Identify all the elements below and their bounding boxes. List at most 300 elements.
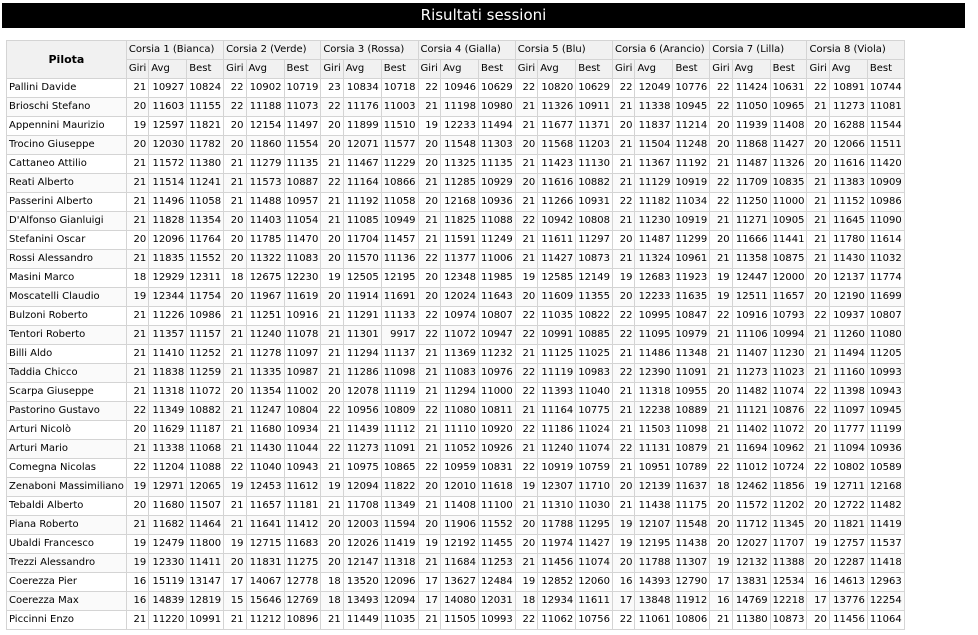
- value-cell: 16288: [829, 117, 867, 136]
- value-cell: 11291: [343, 307, 381, 326]
- value-cell: 22: [515, 364, 537, 383]
- value-cell: 10936: [867, 440, 904, 459]
- value-cell: 21: [126, 611, 148, 630]
- value-cell: 11609: [538, 288, 576, 307]
- value-cell: 12147: [343, 554, 381, 573]
- value-cell: 21: [613, 402, 635, 421]
- value-cell: 11514: [149, 174, 187, 193]
- value-cell: 21: [613, 345, 635, 364]
- value-cell: 21: [807, 364, 829, 383]
- value-cell: 11098: [673, 421, 710, 440]
- value-cell: 11821: [187, 117, 224, 136]
- value-cell: 11838: [149, 364, 187, 383]
- value-cell: 11095: [635, 326, 673, 345]
- value-cell: 21: [418, 554, 440, 573]
- value-cell: 12929: [149, 269, 187, 288]
- value-cell: 15646: [246, 592, 284, 611]
- value-cell: 19: [807, 535, 829, 554]
- lane-8-giri-header: Giri: [807, 60, 829, 79]
- value-cell: 11157: [187, 326, 224, 345]
- value-cell: 20: [807, 288, 829, 307]
- value-cell: 11645: [829, 212, 867, 231]
- value-cell: 11349: [381, 497, 418, 516]
- pilot-name-cell: D'Alfonso Gianluigi: [7, 212, 127, 231]
- value-cell: 21: [224, 326, 246, 345]
- value-cell: 21: [613, 250, 635, 269]
- value-cell: 11914: [343, 288, 381, 307]
- value-cell: 12790: [673, 573, 710, 592]
- value-cell: 22: [515, 307, 537, 326]
- value-cell: 20: [807, 117, 829, 136]
- value-cell: 21: [515, 440, 537, 459]
- value-cell: 11369: [440, 345, 478, 364]
- value-cell: 12934: [538, 592, 576, 611]
- value-cell: 11137: [381, 345, 418, 364]
- value-cell: 11247: [246, 402, 284, 421]
- value-cell: 19: [515, 478, 537, 497]
- value-cell: 18: [515, 592, 537, 611]
- value-cell: 11511: [867, 136, 904, 155]
- value-cell: 12139: [635, 478, 673, 497]
- value-cell: 21: [126, 516, 148, 535]
- pilot-name-cell: Trezzi Alessandro: [7, 554, 127, 573]
- value-cell: 20: [321, 117, 343, 136]
- value-cell: 11684: [440, 554, 478, 573]
- value-cell: 22: [515, 326, 537, 345]
- value-cell: 22: [807, 383, 829, 402]
- value-cell: 12348: [440, 269, 478, 288]
- value-cell: 10947: [478, 326, 515, 345]
- value-cell: 11187: [187, 421, 224, 440]
- value-cell: 22: [515, 212, 537, 231]
- value-cell: 13627: [440, 573, 478, 592]
- value-cell: 10905: [770, 212, 807, 231]
- value-cell: 12462: [732, 478, 770, 497]
- value-cell: 11393: [538, 383, 576, 402]
- value-cell: 11000: [478, 383, 515, 402]
- value-cell: 22: [807, 79, 829, 98]
- value-cell: 11438: [635, 497, 673, 516]
- value-cell: 11355: [576, 288, 613, 307]
- value-cell: 21: [224, 402, 246, 421]
- value-cell: 12049: [635, 79, 673, 98]
- value-cell: 11301: [343, 326, 381, 345]
- value-cell: 11619: [284, 288, 321, 307]
- value-cell: 20: [321, 250, 343, 269]
- value-cell: 10744: [867, 79, 904, 98]
- value-cell: 22: [224, 459, 246, 478]
- value-cell: 21: [418, 497, 440, 516]
- value-cell: 11785: [246, 231, 284, 250]
- value-cell: 10927: [149, 79, 187, 98]
- value-cell: 22: [613, 193, 635, 212]
- value-cell: 20: [321, 136, 343, 155]
- value-cell: 11505: [440, 611, 478, 630]
- value-cell: 11250: [732, 193, 770, 212]
- value-cell: 11251: [246, 307, 284, 326]
- value-cell: 10976: [478, 364, 515, 383]
- value-cell: 18: [224, 269, 246, 288]
- value-cell: 21: [807, 345, 829, 364]
- value-cell: 11345: [770, 516, 807, 535]
- value-cell: 11335: [246, 364, 284, 383]
- value-cell: 11129: [635, 174, 673, 193]
- value-cell: 20: [418, 478, 440, 497]
- value-cell: 11248: [673, 136, 710, 155]
- value-cell: 11299: [673, 231, 710, 250]
- value-cell: 12230: [284, 269, 321, 288]
- value-cell: 11456: [829, 611, 867, 630]
- value-cell: 11338: [635, 98, 673, 117]
- value-cell: 17: [613, 592, 635, 611]
- value-cell: 22: [807, 402, 829, 421]
- value-cell: 11091: [381, 440, 418, 459]
- value-cell: 11249: [478, 231, 515, 250]
- value-cell: 11710: [576, 478, 613, 497]
- value-cell: 11856: [770, 478, 807, 497]
- value-cell: 11380: [732, 611, 770, 630]
- value-cell: 10936: [478, 193, 515, 212]
- pilot-name-cell: Comegna Nicolas: [7, 459, 127, 478]
- pilot-name-cell: Tentori Roberto: [7, 326, 127, 345]
- value-cell: 21: [321, 611, 343, 630]
- value-cell: 11318: [635, 383, 673, 402]
- value-cell: 20: [710, 497, 732, 516]
- value-cell: 11040: [576, 383, 613, 402]
- value-cell: 11058: [187, 193, 224, 212]
- value-cell: 11232: [478, 345, 515, 364]
- value-cell: 11371: [576, 117, 613, 136]
- value-cell: 10896: [284, 611, 321, 630]
- value-cell: 12505: [343, 269, 381, 288]
- value-cell: 10875: [770, 250, 807, 269]
- value-cell: 11253: [478, 554, 515, 573]
- value-cell: 11503: [635, 421, 673, 440]
- value-cell: 11202: [770, 497, 807, 516]
- value-cell: 11408: [440, 497, 478, 516]
- value-cell: 12066: [829, 136, 867, 155]
- value-cell: 10957: [284, 193, 321, 212]
- value-cell: 11054: [284, 212, 321, 231]
- value-cell: 19: [613, 516, 635, 535]
- value-cell: 11012: [732, 459, 770, 478]
- value-cell: 21: [224, 155, 246, 174]
- value-cell: 11294: [343, 345, 381, 364]
- value-cell: 11072: [187, 383, 224, 402]
- value-cell: 12307: [538, 478, 576, 497]
- value-cell: 10986: [867, 193, 904, 212]
- value-cell: 11094: [829, 440, 867, 459]
- value-cell: 12132: [732, 554, 770, 573]
- value-cell: 10889: [673, 402, 710, 421]
- value-cell: 13493: [343, 592, 381, 611]
- value-cell: 11860: [246, 136, 284, 155]
- value-cell: 11081: [867, 98, 904, 117]
- value-cell: 12233: [440, 117, 478, 136]
- value-cell: 10919: [673, 212, 710, 231]
- value-cell: 11657: [770, 288, 807, 307]
- value-cell: 11488: [246, 193, 284, 212]
- value-cell: 21: [418, 231, 440, 250]
- table-row: [7, 307, 905, 326]
- value-cell: 11275: [284, 554, 321, 573]
- value-cell: 21: [224, 516, 246, 535]
- value-cell: 11073: [284, 98, 321, 117]
- value-cell: 21: [224, 307, 246, 326]
- value-cell: 10980: [478, 98, 515, 117]
- value-cell: 19: [126, 478, 148, 497]
- pilot-name-cell: Zenaboni Massimiliano: [7, 478, 127, 497]
- value-cell: 11035: [381, 611, 418, 630]
- value-cell: 11002: [284, 383, 321, 402]
- value-cell: 11439: [343, 421, 381, 440]
- value-cell: 11025: [576, 345, 613, 364]
- value-cell: 11552: [478, 516, 515, 535]
- value-cell: 11160: [829, 364, 867, 383]
- value-cell: 11616: [538, 174, 576, 193]
- value-cell: 10724: [770, 459, 807, 478]
- value-cell: 10945: [673, 98, 710, 117]
- lane-5-giri-header: Giri: [515, 60, 537, 79]
- value-cell: 22: [515, 421, 537, 440]
- value-cell: 15: [224, 592, 246, 611]
- value-cell: 11083: [440, 364, 478, 383]
- value-cell: 12060: [576, 573, 613, 592]
- value-cell: 12030: [149, 136, 187, 155]
- lane-header-7: Corsia 7 (Lilla): [710, 41, 807, 60]
- value-cell: 12311: [187, 269, 224, 288]
- value-cell: 21: [710, 326, 732, 345]
- value-cell: 12683: [635, 269, 673, 288]
- value-cell: 13776: [829, 592, 867, 611]
- value-cell: 17: [710, 573, 732, 592]
- value-cell: 11380: [187, 155, 224, 174]
- value-cell: 22: [126, 402, 148, 421]
- value-cell: 11080: [440, 402, 478, 421]
- lane-header-5: Corsia 5 (Blu): [515, 41, 612, 60]
- value-cell: 11214: [673, 117, 710, 136]
- lane-7-avg-header: Avg: [732, 60, 770, 79]
- value-cell: 21: [418, 364, 440, 383]
- value-cell: 11097: [829, 402, 867, 421]
- value-cell: 11764: [187, 231, 224, 250]
- value-cell: 20: [224, 250, 246, 269]
- value-cell: 10789: [673, 459, 710, 478]
- value-cell: 11164: [343, 174, 381, 193]
- value-cell: 11024: [576, 421, 613, 440]
- lane-header-4: Corsia 4 (Gialla): [418, 41, 515, 60]
- value-cell: 11030: [576, 497, 613, 516]
- value-cell: 12330: [149, 554, 187, 573]
- value-cell: 11572: [732, 497, 770, 516]
- value-cell: 12218: [770, 592, 807, 611]
- value-cell: 14080: [440, 592, 478, 611]
- value-cell: 13831: [732, 573, 770, 592]
- value-cell: 12094: [343, 478, 381, 497]
- value-cell: 10820: [538, 79, 576, 98]
- value-cell: 20: [515, 535, 537, 554]
- value-cell: 11072: [770, 421, 807, 440]
- value-cell: 21: [126, 345, 148, 364]
- value-cell: 21: [710, 402, 732, 421]
- lane-4-best-header: Best: [478, 60, 515, 79]
- value-cell: 21: [418, 345, 440, 364]
- value-cell: 10807: [867, 307, 904, 326]
- value-cell: 12585: [538, 269, 576, 288]
- value-cell: 21: [418, 174, 440, 193]
- value-cell: 11112: [381, 421, 418, 440]
- value-cell: 19: [807, 478, 829, 497]
- value-cell: 12453: [246, 478, 284, 497]
- value-cell: 11091: [673, 364, 710, 383]
- value-cell: 12096: [381, 573, 418, 592]
- value-cell: 11544: [867, 117, 904, 136]
- value-cell: 11486: [635, 345, 673, 364]
- value-cell: 11427: [770, 136, 807, 155]
- value-cell: 21: [224, 421, 246, 440]
- value-cell: 11800: [187, 535, 224, 554]
- value-cell: 11939: [732, 117, 770, 136]
- value-cell: 11666: [732, 231, 770, 250]
- value-cell: 11294: [440, 383, 478, 402]
- value-cell: 10959: [440, 459, 478, 478]
- value-cell: 11618: [478, 478, 515, 497]
- value-cell: 21: [418, 421, 440, 440]
- table-row: [7, 478, 905, 497]
- value-cell: 11241: [187, 174, 224, 193]
- value-cell: 11135: [284, 155, 321, 174]
- value-cell: 20: [807, 269, 829, 288]
- value-cell: 11176: [343, 98, 381, 117]
- value-cell: 11967: [246, 288, 284, 307]
- value-cell: 10887: [284, 174, 321, 193]
- value-cell: 10885: [576, 326, 613, 345]
- value-cell: 11121: [732, 402, 770, 421]
- value-cell: 10759: [576, 459, 613, 478]
- value-cell: 21: [515, 98, 537, 117]
- value-cell: 11482: [732, 383, 770, 402]
- value-cell: 11419: [381, 535, 418, 554]
- value-cell: 21: [418, 440, 440, 459]
- lane-2-best-header: Best: [284, 60, 321, 79]
- value-cell: 11831: [246, 554, 284, 573]
- value-cell: 11427: [576, 535, 613, 554]
- value-cell: 21: [807, 326, 829, 345]
- table-row: [7, 497, 905, 516]
- pilot-name-cell: Masini Marco: [7, 269, 127, 288]
- value-cell: 11032: [867, 250, 904, 269]
- value-cell: 12071: [343, 136, 381, 155]
- value-cell: 10776: [673, 79, 710, 98]
- value-cell: 11629: [149, 421, 187, 440]
- value-cell: 11780: [829, 231, 867, 250]
- value-cell: 14393: [635, 573, 673, 592]
- value-cell: 20: [126, 497, 148, 516]
- value-cell: 21: [224, 174, 246, 193]
- pilot-name-cell: Ubaldi Francesco: [7, 535, 127, 554]
- value-cell: 10865: [381, 459, 418, 478]
- value-cell: 11061: [635, 611, 673, 630]
- value-cell: 10916: [732, 307, 770, 326]
- value-cell: 21: [224, 364, 246, 383]
- value-cell: 10991: [538, 326, 576, 345]
- value-cell: 11754: [187, 288, 224, 307]
- value-cell: 22: [321, 402, 343, 421]
- value-cell: 21: [321, 326, 343, 345]
- value-cell: 11100: [478, 497, 515, 516]
- value-cell: 11259: [187, 364, 224, 383]
- value-cell: 11548: [673, 516, 710, 535]
- table-row: [7, 250, 905, 269]
- value-cell: 11694: [732, 440, 770, 459]
- value-cell: 21: [710, 364, 732, 383]
- value-cell: 21: [418, 98, 440, 117]
- value-cell: 22: [613, 440, 635, 459]
- value-cell: 11226: [149, 307, 187, 326]
- value-cell: 21: [515, 193, 537, 212]
- value-cell: 11441: [770, 231, 807, 250]
- value-cell: 11072: [440, 326, 478, 345]
- lane-3-best-header: Best: [381, 60, 418, 79]
- value-cell: 20: [126, 136, 148, 155]
- value-cell: 20: [224, 554, 246, 573]
- value-cell: 15119: [149, 573, 187, 592]
- value-cell: 11058: [381, 193, 418, 212]
- value-cell: 20: [321, 288, 343, 307]
- pilot-name-cell: Pallini Davide: [7, 79, 127, 98]
- value-cell: 21: [613, 136, 635, 155]
- value-cell: 11699: [867, 288, 904, 307]
- value-cell: 20: [418, 136, 440, 155]
- value-cell: 22: [710, 174, 732, 193]
- value-cell: 11136: [381, 250, 418, 269]
- value-cell: 11326: [770, 155, 807, 174]
- value-cell: 11456: [538, 554, 576, 573]
- value-cell: 11577: [381, 136, 418, 155]
- value-cell: 21: [515, 155, 537, 174]
- value-cell: 11062: [538, 611, 576, 630]
- value-cell: 22: [710, 459, 732, 478]
- lane-5-avg-header: Avg: [538, 60, 576, 79]
- results-table: [6, 40, 905, 630]
- value-cell: 10831: [478, 459, 515, 478]
- value-cell: 11000: [770, 193, 807, 212]
- value-cell: 20: [710, 231, 732, 250]
- value-cell: 14769: [732, 592, 770, 611]
- value-cell: 11537: [867, 535, 904, 554]
- value-cell: 12031: [478, 592, 515, 611]
- value-cell: 19: [613, 269, 635, 288]
- value-cell: 20: [710, 136, 732, 155]
- value-cell: 12065: [187, 478, 224, 497]
- value-cell: 12107: [635, 516, 673, 535]
- value-cell: 13147: [187, 573, 224, 592]
- value-cell: 11068: [187, 440, 224, 459]
- value-cell: 10943: [284, 459, 321, 478]
- value-cell: 21: [515, 402, 537, 421]
- value-cell: 12010: [440, 478, 478, 497]
- value-cell: 22: [418, 402, 440, 421]
- value-cell: 22: [321, 174, 343, 193]
- value-cell: 11782: [187, 136, 224, 155]
- value-cell: 20: [807, 421, 829, 440]
- value-cell: 21: [418, 611, 440, 630]
- lane-header-2: Corsia 2 (Verde): [224, 41, 321, 60]
- value-cell: 21: [224, 611, 246, 630]
- value-cell: 11420: [867, 155, 904, 174]
- value-cell: 19: [224, 535, 246, 554]
- value-cell: 11487: [635, 231, 673, 250]
